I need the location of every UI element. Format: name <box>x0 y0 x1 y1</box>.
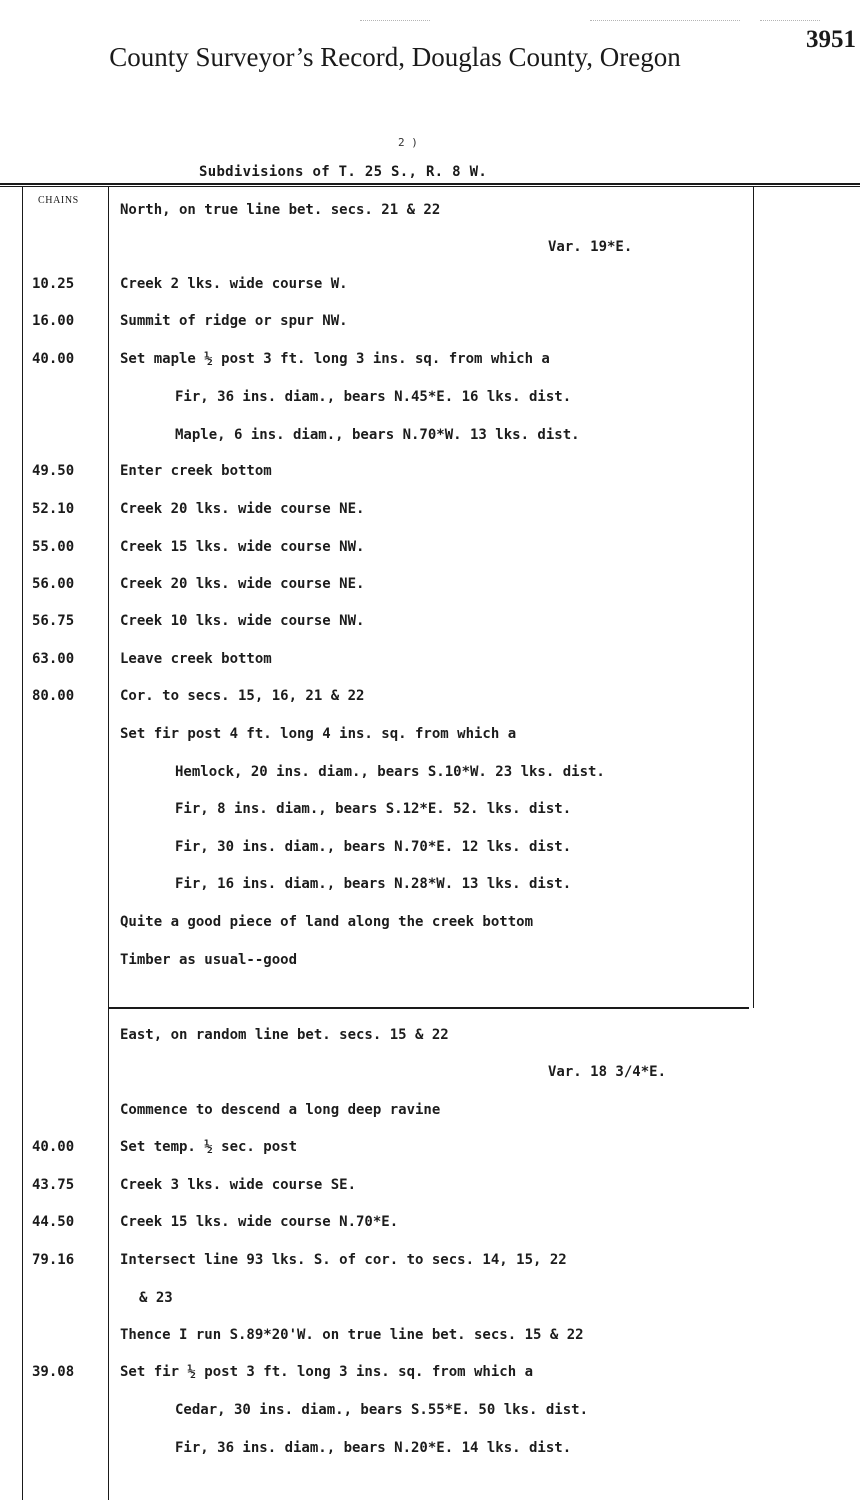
section-title: North, on true line bet. secs. 21 & 22 <box>120 202 441 218</box>
chain-value: 10.25 <box>32 276 75 292</box>
survey-note: Timber as usual--good <box>120 952 298 968</box>
survey-entry: Set fir ½ post 3 ft. long 3 ins. sq. from which a <box>120 1364 534 1380</box>
left-margin-line <box>22 186 23 1500</box>
bearing-tree-entry: Hemlock, 20 ins. diam., bears S.10*W. 23 lks. dist. <box>175 764 605 780</box>
survey-entry: Commence to descend a long deep ravine <box>120 1102 441 1118</box>
chain-value: 39.08 <box>32 1364 75 1380</box>
chain-value: 56.75 <box>32 613 75 629</box>
chains-column-line <box>108 186 109 1500</box>
right-margin-line <box>753 186 754 1008</box>
survey-note: Quite a good piece of land along the creek bottom <box>120 914 534 930</box>
survey-entry: Set temp. ½ sec. post <box>120 1139 298 1155</box>
survey-entry: Creek 15 lks. wide course N.70*E. <box>120 1214 399 1230</box>
chain-value: 40.00 <box>32 1139 75 1155</box>
heading-rule <box>0 186 860 187</box>
survey-entry: Leave creek bottom <box>120 651 272 667</box>
magnetic-variation: Var. 19*E. <box>548 239 633 255</box>
chain-value: 49.50 <box>32 463 75 479</box>
top-dotted-rule <box>360 20 430 21</box>
chain-value: 55.00 <box>32 539 75 555</box>
section-title: East, on random line bet. secs. 15 & 22 <box>120 1027 449 1043</box>
chain-value: 80.00 <box>32 688 75 704</box>
chains-column-header: CHAINS <box>38 195 79 206</box>
chain-value: 52.10 <box>32 501 75 517</box>
bearing-tree-entry: Fir, 36 ins. diam., bears N.45*E. 16 lks. dist. <box>175 389 572 405</box>
survey-entry: Creek 20 lks. wide course NE. <box>120 501 365 517</box>
top-dotted-rule <box>760 20 820 21</box>
bearing-tree-entry: Fir, 8 ins. diam., bears S.12*E. 52. lks. dist. <box>175 801 572 817</box>
chain-value: 44.50 <box>32 1214 75 1230</box>
heading-rule <box>0 183 860 185</box>
chain-value: 40.00 <box>32 351 75 367</box>
bearing-tree-entry: Fir, 36 ins. diam., bears N.20*E. 14 lks. dist. <box>175 1440 572 1456</box>
top-dotted-rule <box>590 20 740 21</box>
folio-mark: 2 ) <box>398 136 418 149</box>
survey-entry: Creek 15 lks. wide course NW. <box>120 539 365 555</box>
record-title: County Surveyor’s Record, Douglas County, Oregon <box>109 42 681 72</box>
survey-entry: Creek 2 lks. wide course W. <box>120 276 348 292</box>
chain-value: 43.75 <box>32 1177 75 1193</box>
bearing-tree-entry: Fir, 30 ins. diam., bears N.70*E. 12 lks. dist. <box>175 839 572 855</box>
survey-entry: Set fir post 4 ft. long 4 ins. sq. from which a <box>120 726 517 742</box>
survey-entry: Creek 20 lks. wide course NE. <box>120 576 365 592</box>
page-number: 3951 <box>806 26 856 53</box>
magnetic-variation: Var. 18 3/4*E. <box>548 1064 667 1080</box>
chain-value: 56.00 <box>32 576 75 592</box>
survey-entry: Thence I run S.89*20'W. on true line bet. secs. 15 & 22 <box>120 1327 584 1343</box>
survey-entry-continuation: & 23 <box>139 1290 173 1306</box>
survey-entry: Summit of ridge or spur NW. <box>120 313 348 329</box>
bearing-tree-entry: Maple, 6 ins. diam., bears N.70*W. 13 lks. dist. <box>175 427 580 443</box>
survey-entry: Creek 10 lks. wide course NW. <box>120 613 365 629</box>
survey-entry: Creek 3 lks. wide course SE. <box>120 1177 357 1193</box>
survey-entry: Enter creek bottom <box>120 463 272 479</box>
section-divider <box>108 1007 749 1009</box>
bearing-tree-entry: Cedar, 30 ins. diam., bears S.55*E. 50 lks. dist. <box>175 1402 589 1418</box>
chain-value: 16.00 <box>32 313 75 329</box>
survey-entry: Cor. to secs. 15, 16, 21 & 22 <box>120 688 365 704</box>
bearing-tree-entry: Fir, 16 ins. diam., bears N.28*W. 13 lks. dist. <box>175 876 572 892</box>
chain-value: 63.00 <box>32 651 75 667</box>
survey-entry: Intersect line 93 lks. S. of cor. to secs. 14, 15, 22 <box>120 1252 567 1268</box>
chain-value: 79.16 <box>32 1252 75 1268</box>
survey-entry: Set maple ½ post 3 ft. long 3 ins. sq. from which a <box>120 351 550 367</box>
subdivision-heading: Subdivisions of T. 25 S., R. 8 W. <box>199 164 488 180</box>
